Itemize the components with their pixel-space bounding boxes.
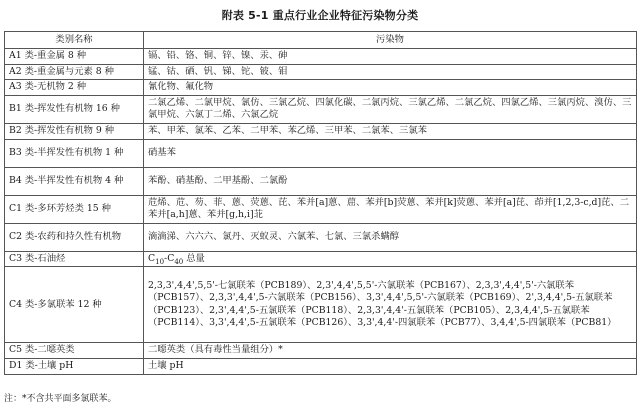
category-cell: C4 类-多氯联苯 12 种 xyxy=(5,267,144,343)
pollutants-cell: 硝基苯 xyxy=(144,139,637,167)
table-row xyxy=(5,343,637,359)
table-title: 附表 5-1 重点行业企业特征污染物分类 xyxy=(221,9,419,22)
petroleum-formula-sub-40: 40 xyxy=(174,257,184,266)
category-cell: A1 类-重金属 8 种 xyxy=(5,49,144,65)
table-footnote: 注：*不含共平面多氯联苯。 xyxy=(4,394,117,404)
pollutants-cell: 苯、甲苯、氯苯、乙苯、二甲苯、苯乙烯、三甲苯、二氯苯、三氯苯 xyxy=(144,123,637,139)
petroleum-formula-c: C xyxy=(148,252,156,264)
table-row xyxy=(5,95,637,123)
table-row xyxy=(5,167,637,195)
category-cell: C3 类-石油烃 xyxy=(5,251,144,267)
petroleum-formula-dash-c: -C xyxy=(164,252,175,264)
table-row xyxy=(5,267,637,343)
category-cell: B2 类-挥发性有机物 9 种 xyxy=(5,123,144,139)
table-row xyxy=(5,123,637,139)
pollutants-cell: 二氯乙烯、二氯甲烷、氯仿、三氯乙烷、四氯化碳、二氯丙烷、三氯乙烯、二氯乙烷、四氯乙烯、三氯丙烷、溴仿、三氯甲烷、六氯丁二烯、六氯乙烷 xyxy=(144,95,637,123)
table-header-row xyxy=(5,32,637,49)
pollutant-classification-table xyxy=(4,31,637,375)
pollutants-cell: 滴滴涕、六六六、氯丹、灭蚁灵、六氯苯、七氯、三氯杀螨醇 xyxy=(144,223,637,251)
category-cell: B3 类-半挥发性有机物 1 种 xyxy=(5,139,144,167)
table-row xyxy=(5,251,637,267)
table-row xyxy=(5,139,637,167)
pollutants-cell: 锰、钴、硒、钒、锑、铊、铍、钼 xyxy=(144,64,637,80)
category-cell: C2 类-农药和持久性有机物 xyxy=(5,223,144,251)
pollutants-cell: 氰化物、氟化物 xyxy=(144,80,637,96)
category-cell: A3 类-无机物 2 种 xyxy=(5,80,144,96)
pollutants-cell: 土壤 pH xyxy=(144,358,637,374)
petroleum-formula-sub-10: 10 xyxy=(155,257,165,266)
table-row xyxy=(5,49,637,65)
column-header-category: 类别名称 xyxy=(5,32,144,49)
table-row xyxy=(5,358,637,374)
category-cell: A2 类-重金属与元素 8 种 xyxy=(5,64,144,80)
pollutants-cell: 镉、铅、铬、铜、锌、镍、汞、砷 xyxy=(144,49,637,65)
pollutants-cell: 苯酚、硝基酚、二甲基酚、二氯酚 xyxy=(144,167,637,195)
pollutants-cell xyxy=(144,251,637,267)
category-cell: C1 类-多环芳烃类 15 种 xyxy=(5,195,144,223)
category-cell: B1 类-挥发性有机物 16 种 xyxy=(5,95,144,123)
petroleum-formula-total: 总量 xyxy=(183,252,205,264)
table-row xyxy=(5,64,637,80)
pollutants-cell: 苊烯、苊、芴、菲、蒽、荧蒽、芘、苯并[a]蒽、䓛、苯并[b]荧蒽、苯并[k]荧蒽、苯并[a]芘、茚并[1,2,3-c,d]芘、二苯并[a,h]蒽、苯并[g,h,i]苝 xyxy=(144,195,637,223)
table-row xyxy=(5,80,637,96)
category-cell: C5 类-二噁英类 xyxy=(5,343,144,359)
column-header-pollutants: 污染物 xyxy=(144,32,637,49)
pollutants-cell: 2,3,3',4,4',5,5'-七氯联苯（PCB189）、2,3',4,4',5,5'-六氯联苯（PCB167）、2,3,3',4,4',5'-六氯联苯（PCB157）、2,3,3',4,4',5-六氯联苯（PCB156）、3,3',4,4',5,5'-六氯联苯（PCB169）、2',3,4,4',5-五氯联苯（PCB123）、2,3',4,4',5-五氯联苯（PCB118）、2,3,3',4,4'-五氯联苯（PCB105）、2,3,4,4',5-五氯联苯（PCB114）、3,3',4,4',5-五氯联苯（PCB126）、3,3',4,4'-四氯联苯（PCB77）、3,4,4',5-四氯联苯（PCB81） xyxy=(144,267,637,343)
pollutants-cell: 二噁英类（具有毒性当量组分）* xyxy=(144,343,637,359)
table-row xyxy=(5,223,637,251)
category-cell: B4 类-半挥发性有机物 4 种 xyxy=(5,167,144,195)
category-cell: D1 类-土壤 pH xyxy=(5,358,144,374)
table-row xyxy=(5,195,637,223)
